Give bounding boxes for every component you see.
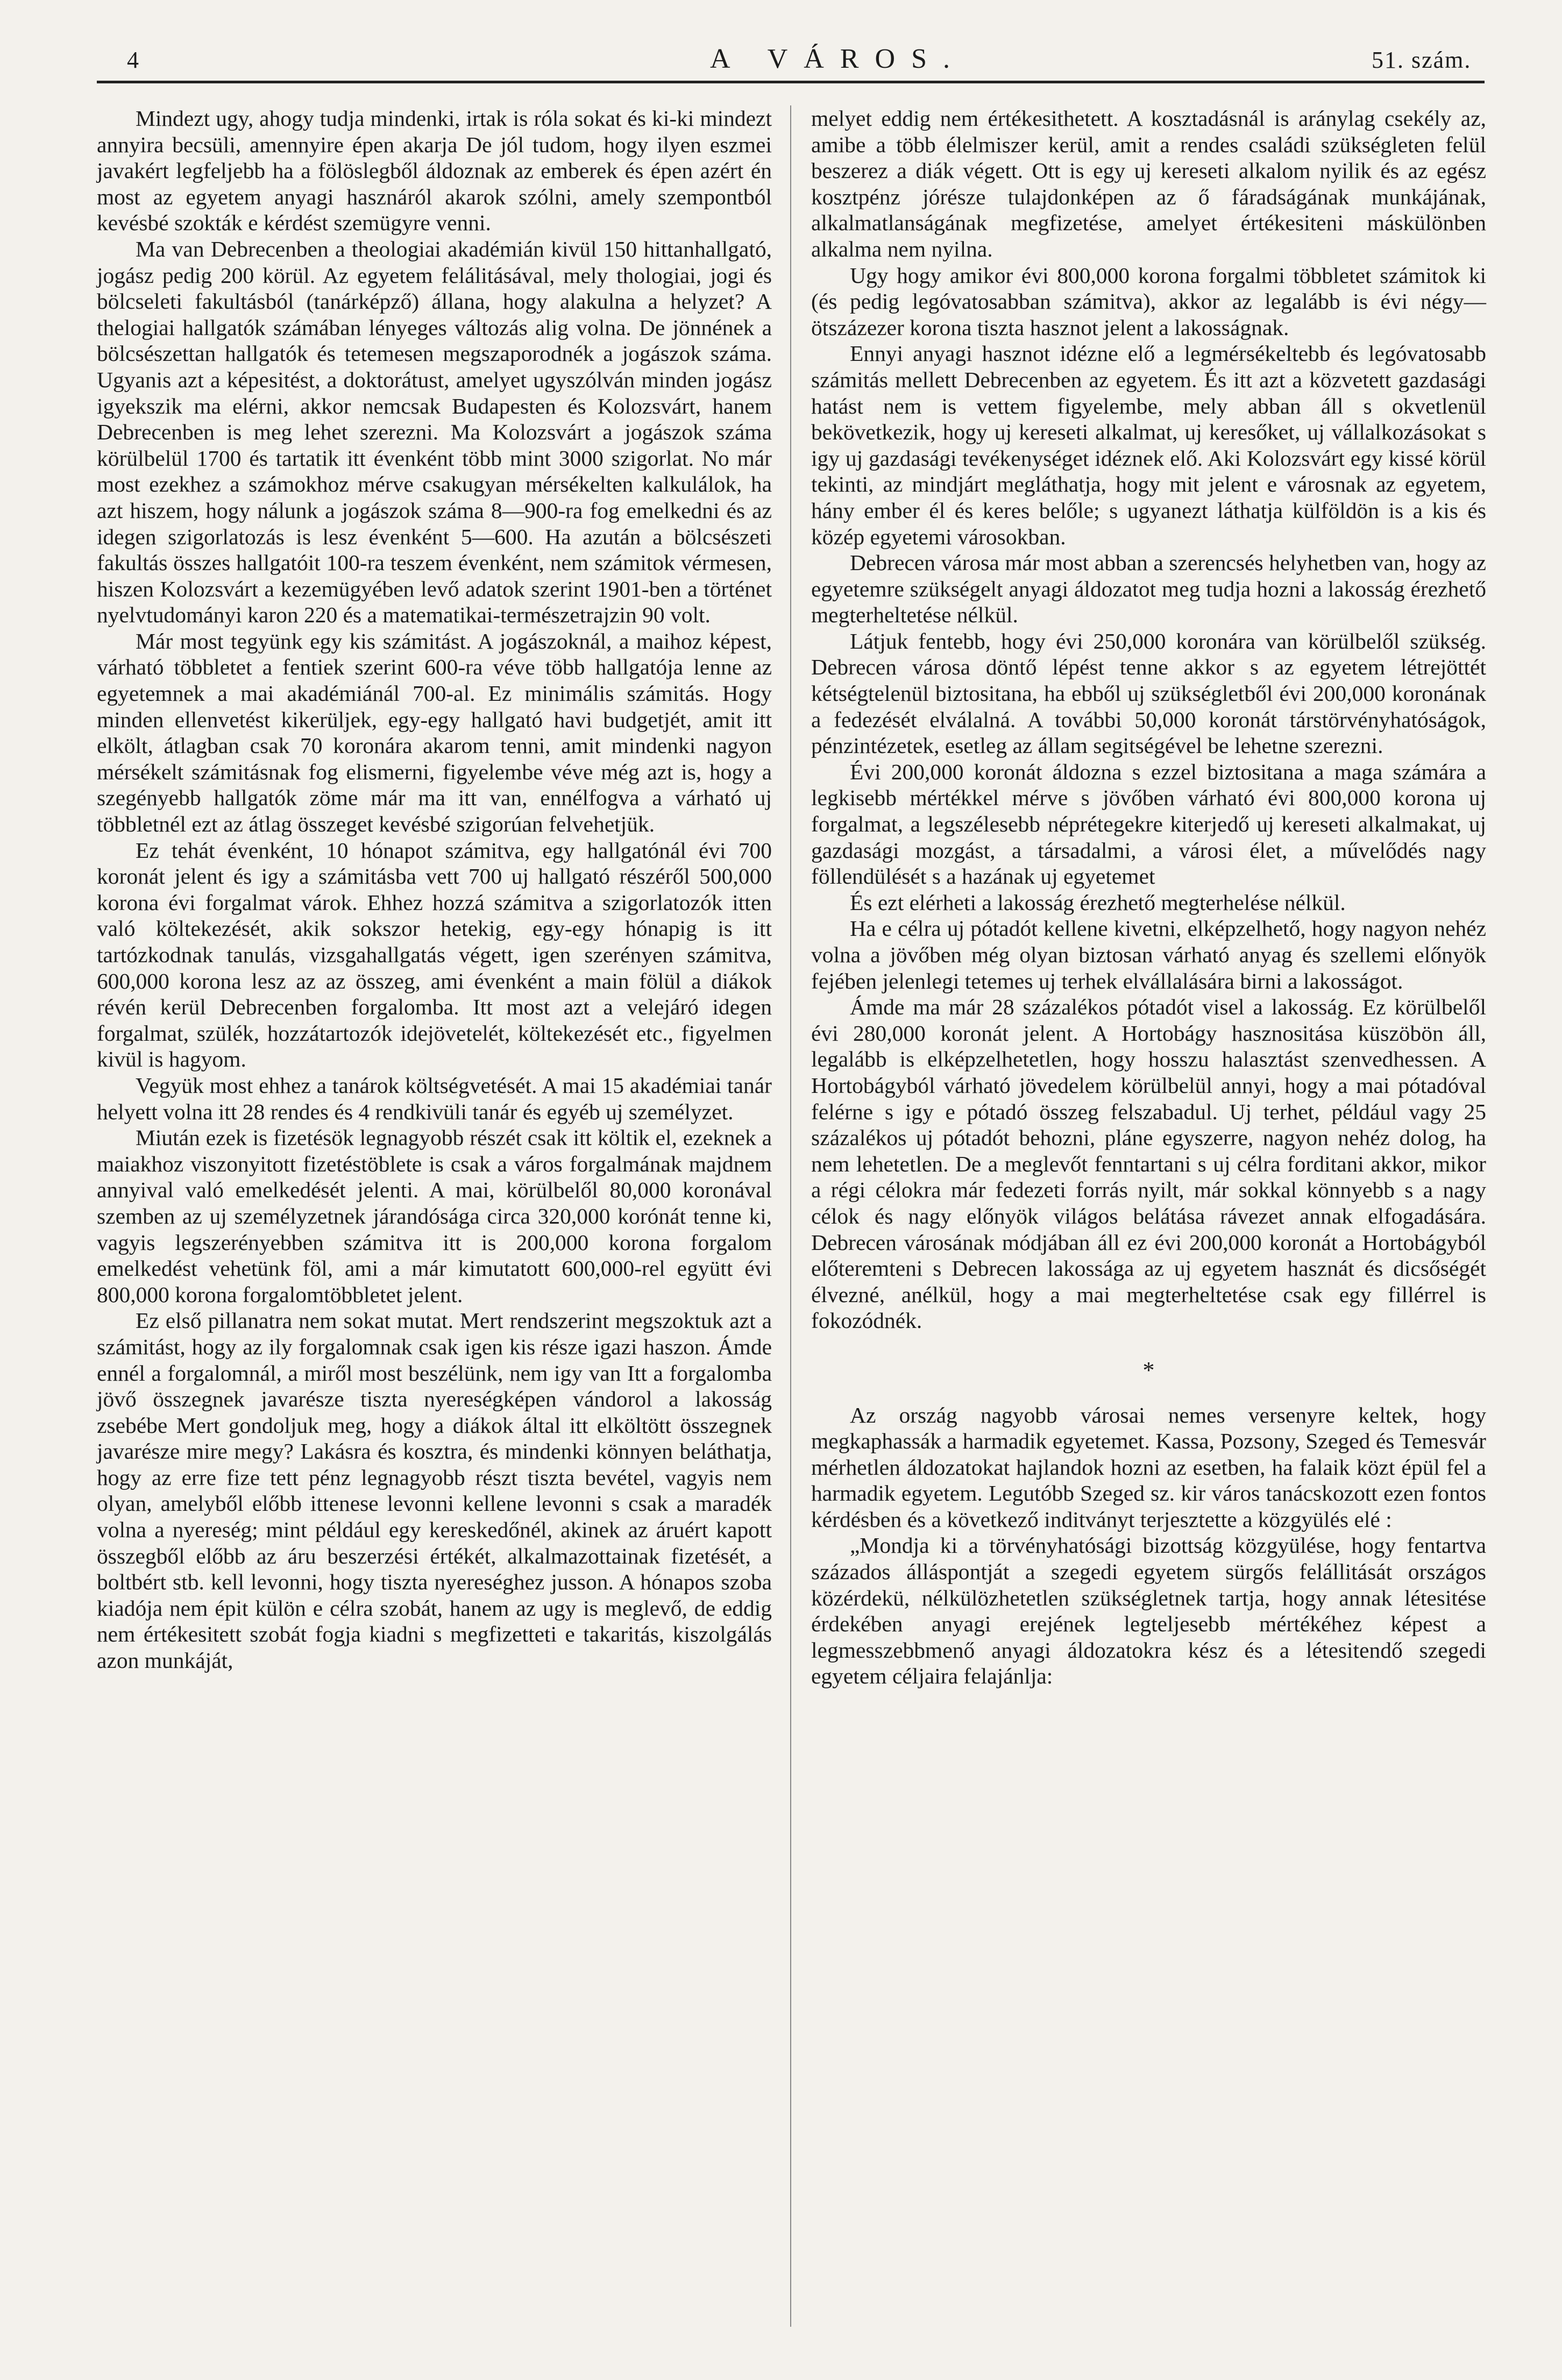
- header-rule: [97, 81, 1485, 83]
- paragraph: Mindezt ugy, ahogy tudja mindenki, irtak is róla sokat és ki-ki mindezt annyira becsüli, amennyire épen akarja De jól tudom, hogy ilyen eszmei javakért legfeljebb ha a fölöslegből áldoznak az emberek és épen azért én most az egyetem anyagi hasznáról akarok szólni, amely szempontból kevésbé szokták e kérdést szemügyre venni.: [97, 106, 772, 236]
- paragraph: Látjuk fentebb, hogy évi 250,000 koronára van körülbelől szükség. Debrecen városa döntő lépést tenne akkor s az egyetem létrejöttét kétségtelenül biztositana, ha ebből uj szükségletből évi 200,000 koronának a fedezését elválalná. A további 50,000 koronát társtörvényhatóságok, pénzintézetek, esetleg az állam segitségével be lehetne szerezni.: [811, 628, 1486, 758]
- paragraph: Miután ezek is fizetésök legnagyobb részét csak itt költik el, ezeknek a maiakhoz viszonyitott fizetéstöblete is csak a város forgalmának majdnem annyival való emelkedését jelenti. A mai, körülbelől 80,000 koronával szemben az uj személyzetnek járandósága circa 320,000 korónát tenne ki, vagyis legszerényebben számitva itt is 200,000 korona forgalom emelkedést vehetünk föl, ami a már kimutatott 600,000-rel együtt évi 800,000 korona forgalomtöbbletet jelent.: [97, 1125, 772, 1307]
- paragraph: Ha e célra uj pótadót kellene kivetni, elképzelhető, hogy nagyon nehéz volna a jövőben még olyan biztosan várható anyag és szellemi előnyök fejében jelenlegi tetemes uj terhek elvállalására birni a lakosságot.: [811, 916, 1486, 993]
- section-separator: *: [1142, 1356, 1155, 1383]
- paragraph: Ez tehát évenként, 10 hónapot számitva, egy hallgatónál évi 700 koronát jelent és igy a számitásba vett 700 uj hallgató részéről 500,000 korona évi forgalmat várok. Ehhez hozzá számitva a szigorlatozók itten való költekezését, akik sokszor hetekig, egy-egy hónapig is itt tartózkodnak tanulás, vizsgahallgatás végett, igen szerényen számitva, 600,000 korona lesz az az összeg, ami évenként a main fölül a diákok révén kerül Debrecenben forgalomba. Itt most azt a velejáró idegen forgalmat, szülék, hozzátartozók idejövetelét, költekezését etc., figyelmen kivül is hagyom.: [97, 837, 772, 1072]
- paragraph-continued: melyet eddig nem értékesithetett. A kosztadásnál is aránylag csekély az, amibe a több élelmiszer kerül, amit a rendes családi szükségleten felül beszerez a diák végett. Ott is egy uj kereseti alkalom nyilik és az egész kosztpénz jórésze tulajdonképen az ő fáradságának munkájának, alkalmatlanságának megfizetése, amelyet értékesiteni máskülönben alkalma nem nyilna.: [811, 106, 1486, 261]
- issue-number: 51. szám.: [1372, 47, 1472, 73]
- left-column: [97, 105, 772, 1674]
- paragraph: Ez első pillanatra nem sokat mutat. Mert rendszerint megszoktuk azt a számitást, hogy az ily forgalomnak csak igen kis része igazi haszon. Ámde ennél a forgalomnál, a miről most beszélünk, nem igy van Itt a forgalomba jövő összegnek javarésze tiszta nyereségképen vándorol a lakosság zsebébe Mert gondoljuk meg, hogy a diákok által itt elköltött összegnek javarésze mire megy? Lakásra és kosztra, és mindenki könnyen beláthatja, hogy az erre fize tett pénz legnagyobb részt tiszta bevétel, vagyis nem olyan, amelyből előbb ittenese levonni kellene levonni s csak a maradék volna a nyereség; mint például egy kereskedőnél, akinek az áruért kapott összegből előbb az áru beszerzési értékét, alkalmazottainak fizetését, a boltbért stb. kell levonni, hogy tiszta nyereséghez jusson. A hónapos szoba kiadója nem épit külön e célra szobát, hanem az ugy is meglevő, de eddig nem értékesitett szobát fogja kiadni s megfizetteti e takaritás, kiszolgálás azon munkáját,: [97, 1308, 772, 1673]
- quoted-motion: „Mondja ki a törvényhatósági bizottság közgyülése, hogy fentartva százados álláspontját a szegedi egyetem sürgős felállitását országos közérdekü, nélkülözhetetlen szükségletnek tartja, hogy annak létesitése érdekében anyagi erejének legteljesebb mértékéhez képest a legmesszebbmenő anyagi áldozatokra kész és a létesitendő szegedi egyetem céljaira felajánlja:: [811, 1533, 1486, 1689]
- paragraph: Ámde ma már 28 százalékos pótadót visel a lakosság. Ez körülbelől évi 280,000 koronát jelent. A Hortobágy hasznositása küszöbön áll, legalább is elképzelhetetlen, hogy hosszu halasztást szenvedhessen. A Hortobágyból várható jövedelem körülbelül annyi, hogy a mai pótadóval felérne s igy e pótadó összeg felszabadul. Uj terhet, például vagy 25 százalékos uj pótadót behozni, pláne egyszerre, nagyon nehéz dolog, ha nem lehetetlen. De a meglevőt fenntartani s uj célra forditani akkor, mikor a régi célokra már fedezeti forrás nyilt, már sokkal könnyebb s a nagy célok és nagy előnyök világos belátása rávezet annak elfogadására. Debrecen városának módjában áll ez évi 200,000 koronát a Hortobágyból előteremteni s Debrecen lakossága az uj egyetem hasznát és dicsőségét élvezné, anélkül, hogy a mai megterheltetése csak egy fillérrel is fokozódnék.: [811, 994, 1486, 1333]
- paragraph: Ma van Debrecenben a theologiai akadémián kivül 150 hittanhallgató, jogász pedig 200 körül. Az egyetem felálitásával, mely thologiai, jogi és bölcseleti fakultásból (tanárképző) állana, hogy alakulna a helyzet? A thelogiai hallgatók számában lényeges változás alig volna. De jönnének a bölcsészettan hallgatók és tetemesen megszaporodnék a jogászok száma. Ugyanis azt a képesitést, a doktorátust, amelyet ugyszólván minden jogász igyekszik ma elérni, akkor nemcsak Budapesten és Kolozsvárt, hanem Debrecenben is meg lehet szerezni. Ma Kolozsvárt a jogászok száma körülbelül 1700 és tartatik itt évenként több mint 3000 szigorlat. No már most ezekhez a számokhoz mérve csakugyan mérsékelten kalkulálok, ha azt hiszem, hogy nálunk a jogászok száma 8—900-ra fog emelkedni és az idegen szigorlatozás is lesz évenként 5—600. Ha azután a bölcsészeti fakultás összes hallgatóit 100-ra teszem évenként, nem számitok vérmesen, hiszen Kolozsvárt a kezemügyében levő adatok szerint 1901-ben a történet nyelvtudományi karon 220 és a matematikai-természetrajzin 90 volt.: [97, 236, 772, 628]
- paragraph: Évi 200,000 koronát áldozna s ezzel biztositana a maga számára a legkisebb mértékkel mérve s jövőben várható évi 800,000 korona uj forgalmat, a legszélesebb néprétegekre kiterjedő uj kereseti alkalmakat, uj gazdasági mozgást, a társadalmi, a városi élet, a művelődés nagy föllendülését s a hazának uj egyetemet: [811, 759, 1486, 889]
- column-divider: [790, 105, 791, 2327]
- paragraph: És ezt elérheti a lakosság érezhető megterhelése nélkül.: [850, 890, 1346, 915]
- paragraph: Már most tegyünk egy kis számitást. A jogászoknál, a maihoz képest, várható többletet a fentiek szerint 600-ra véve több hallgatója lenne az egyetemnek a mai akadémiánál 700-al. Ez minimális számitás. Hogy minden ellenvetést kikerüljek, egy-egy hallgató havi budgetjét, amit itt elkölt, átlagban csak 70 koronára akarom tenni, amit mindenki nagyon mérsékelt számitásnak fog elismerni, figyelembe véve még azt is, hogy a szegényebb hallgatók zöme már ma itt van, ennélfogva a várható uj többletnél ezt az átlag összeget kevésbé szigorúan felvehetjük.: [97, 628, 772, 837]
- paragraph: Ennyi anyagi hasznot idézne elő a legmérsékeltebb és legóvatosabb számitás mellett Debrecenben az egyetem. És itt azt a közvetett gazdasági hatást nem is vettem figyelembe, mely abban áll s okvetlenül bekövetkezik, hogy uj kereseti alkalmat, uj keresőket, uj vállalkozásokat s igy uj gazdasági tevékenységet idéznek elő. Aki Kolozsvárt egy kissé körül tekinti, az mindjárt megláthatja, hogy mit jelent e városnak az egyetem, hány ember él és keres belőle; s ugyanezt láthatja külföldön is a kis és közép egyetemi városokban.: [811, 341, 1486, 549]
- paragraph: Az ország nagyobb városai nemes versenyre keltek, hogy megkaphassák a harmadik egyetemet. Kassa, Pozsony, Szeged és Temesvár mérhetlen áldozatokat hajlandok hozni az esetben, ha falaik közt épül fel a harmadik egyetem. Legutóbb Szeged sz. kir város tanácskozott ezen fontos kérdésben és a következő inditványt terjesztette a közgyülés elé :: [811, 1402, 1486, 1532]
- right-column: [811, 105, 1486, 1689]
- paragraph: Ugy hogy amikor évi 800,000 korona forgalmi többletet számitok ki (és pedig legóvatosabban számitva), akkor az legalább is évi négy—ötszázezer korona tiszta hasznot jelent a lakosságnak.: [811, 262, 1486, 340]
- publication-title: A VÁROS.: [710, 44, 967, 74]
- paragraph: Vegyük most ehhez a tanárok költségvetését. A mai 15 akadémiai tanár helyett volna itt 28 rendes és 4 rendkivüli tanár és egyéb uj személyzet.: [97, 1072, 772, 1124]
- page-number: 4: [127, 47, 139, 73]
- paragraph: Debrecen városa már most abban a szerencsés helyhetben van, hogy az egyetemre szükségelt anyagi áldozatot meg tudja hozni a lakosság érezhető megterheltetése nélkül.: [811, 550, 1486, 628]
